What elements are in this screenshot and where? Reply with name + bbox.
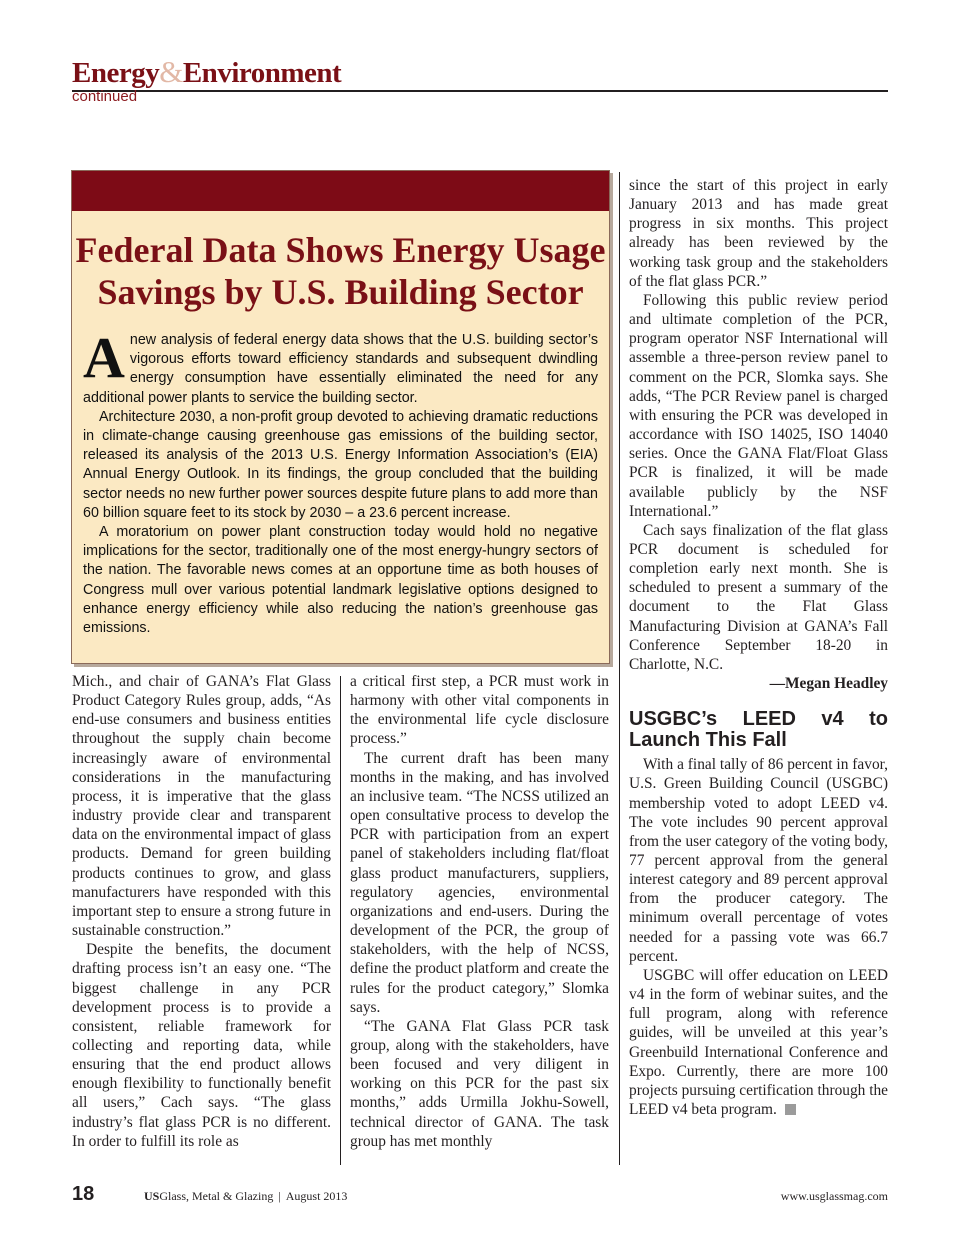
publication-name: Glass, Metal & Glazing bbox=[159, 1189, 274, 1203]
article-column-2 bbox=[350, 672, 609, 1151]
sidebar-color-bar bbox=[72, 171, 609, 211]
masthead-word-environment: Environment bbox=[182, 57, 342, 89]
column-paragraph: since the start of this project in early January 2013 and has made great progress in six months. This project already has been reviewed by the working task group and the stakeholders of the flat glass PCR.” bbox=[629, 177, 888, 290]
column-paragraph: Mich., and chair of GANA’s Flat Glass Product Category Rules group, adds, “As end-use consumers and business entities throughout the supply chain become increasingly aware of environmental considerations in the manufacturing process, it is imperative that the glass industry provide clear and transparent data on the environmental impact of glass products. Demand for green building products continues to grow, and glass manufacturers have responded with this important step to ensure a strong future in sustainable construction.” bbox=[72, 673, 331, 940]
drop-cap: A bbox=[83, 325, 125, 390]
author-byline: —Megan Headley bbox=[769, 675, 888, 693]
masthead-ampersand: & bbox=[159, 54, 183, 89]
publication-line bbox=[144, 1189, 347, 1204]
article-subhead: USGBC’s LEED v4 to Launch This Fall bbox=[629, 708, 888, 752]
issue-date: August 2013 bbox=[285, 1189, 348, 1203]
continued-label: continued bbox=[72, 88, 138, 105]
column-paragraph-text: USGBC will offer education on LEED v4 in the form of webinar suites, and the full program, along with reference guides, will be unveiled at this year’s Greenbuild International Conference and Expo. Currently, there are more 100 projects pursuing certification through the LEED v4 beta program. bbox=[629, 966, 889, 1119]
footer-separator: | bbox=[278, 1189, 281, 1203]
sidebar-body bbox=[83, 325, 598, 638]
column-paragraph: Following this public review period and ultimate completion of the PCR, program operator NSF International will assemble a three-person review panel to comment on the PCR, Slomka says. She adds, “The PCR Review panel is charged with ensuring the PCR was developed in accordance with ISO 14025, ISO 14040 series. Once the GANA Flat/Float Glass PCR is finalized, it will be made available publicly by the NSF International.” bbox=[629, 291, 888, 520]
end-of-article-icon bbox=[785, 1104, 796, 1115]
column-paragraph: a critical first step, a PCR must work in harmony with other vital components in the environmental life cycle disclosure process.” bbox=[350, 673, 609, 748]
sidebar-title: Federal Data Shows Energy Usage Savings by U.S. Building Sector bbox=[75, 230, 606, 312]
column-paragraph: Cach says finalization of the flat glass PCR document is scheduled for completion early next month. She is scheduled to present a summary of the document to the Flat Glass Manufacturing Division at GANA’s Fall Conference September 18-20 in Charlotte, N.C. bbox=[629, 521, 888, 673]
section-masthead bbox=[72, 54, 341, 90]
column-paragraph: The current draft has been many months in the making, and has involved an inclusive team. “The NCSS utilized an open consultative process to develop the PCR with participation from an expert panel of stakeholders including flat/float glass product manufacturers, suppliers, regulatory agencies, environmental organizations and end-users. During the development of the PCR, the group of stakeholders, with the help of NCSS, define the product platform and create the rules for the product category,” Slomka says. bbox=[350, 749, 609, 1016]
section-header bbox=[72, 52, 888, 92]
page-number: 18 bbox=[72, 1183, 95, 1205]
column-paragraph bbox=[629, 966, 888, 1119]
column-divider bbox=[340, 676, 341, 1165]
page-footer bbox=[72, 1183, 888, 1207]
column-paragraph: Despite the benefits, the document drafting process isn’t an easy one. “The biggest challenge in any PCR development process is to provide a consistent, reliable framework for collecting and reporting data, while ensuring that the end product allows enough flexibility to functionally benefit all users,” Cach says. “The glass industry’s flat glass PCR is no different. In order to fulfill its role as bbox=[72, 941, 331, 1150]
article-column-3 bbox=[629, 176, 888, 1119]
sidebar-paragraph-text: new analysis of federal energy data shows that the U.S. building sector’s vigorous efforts toward efficiency standards and subsequent dwindling energy consumption have essentially eliminated the need for any additional power plants to service the building sector. bbox=[83, 332, 598, 406]
publication-us: US bbox=[144, 1189, 160, 1203]
sidebar-article-box bbox=[71, 170, 610, 664]
article-column-1 bbox=[72, 672, 331, 1151]
column-divider bbox=[619, 172, 620, 1165]
column-paragraph: With a final tally of 86 percent in favor, U.S. Green Building Council (USGBC) membership voted to adopt LEED v4. The vote includes 90 percent approval from the user category of the voting body, 77 percent approval from the general interest category and 89 percent approval from the producer category. The minimum overall percentage of votes needed for a passing vote was 66.7 percent. bbox=[629, 756, 888, 965]
masthead-word-energy: Energy bbox=[72, 57, 160, 89]
sidebar-paragraph: A moratorium on power plant construction today would hold no negative implications for the sector, traditionally one of the most energy-hungry sectors of the nation. The favorable news comes at an opportune time as both houses of Congress mull over various potential landmark legislative options designed to enhance energy efficiency while also reducing the nation’s greenhouse gas emissions. bbox=[83, 524, 598, 637]
sidebar-paragraph bbox=[83, 325, 598, 408]
column-paragraph: “The GANA Flat Glass PCR task group, along with the stakeholders, have been focused and very diligent in working on this PCR for the past six months,” adds Urmilla Jokhu-Sowell, technical director of GANA. The task group has met monthly bbox=[350, 1017, 609, 1150]
sidebar-paragraph: Architecture 2030, a non-profit group devoted to achieving dramatic reductions in climate-change causing greenhouse gas emissions of the building sector, released its analysis of the 2013 U.S. Energy Information Association’s (EIA) Annual Energy Outlook. In its findings, the group concluded that the building sector needs no new further power sources despite future plans to add more than 60 billion square feet to its stock by 2030 – a 23.6 percent increase. bbox=[83, 408, 598, 521]
website-url: www.usglassmag.com bbox=[780, 1189, 888, 1203]
